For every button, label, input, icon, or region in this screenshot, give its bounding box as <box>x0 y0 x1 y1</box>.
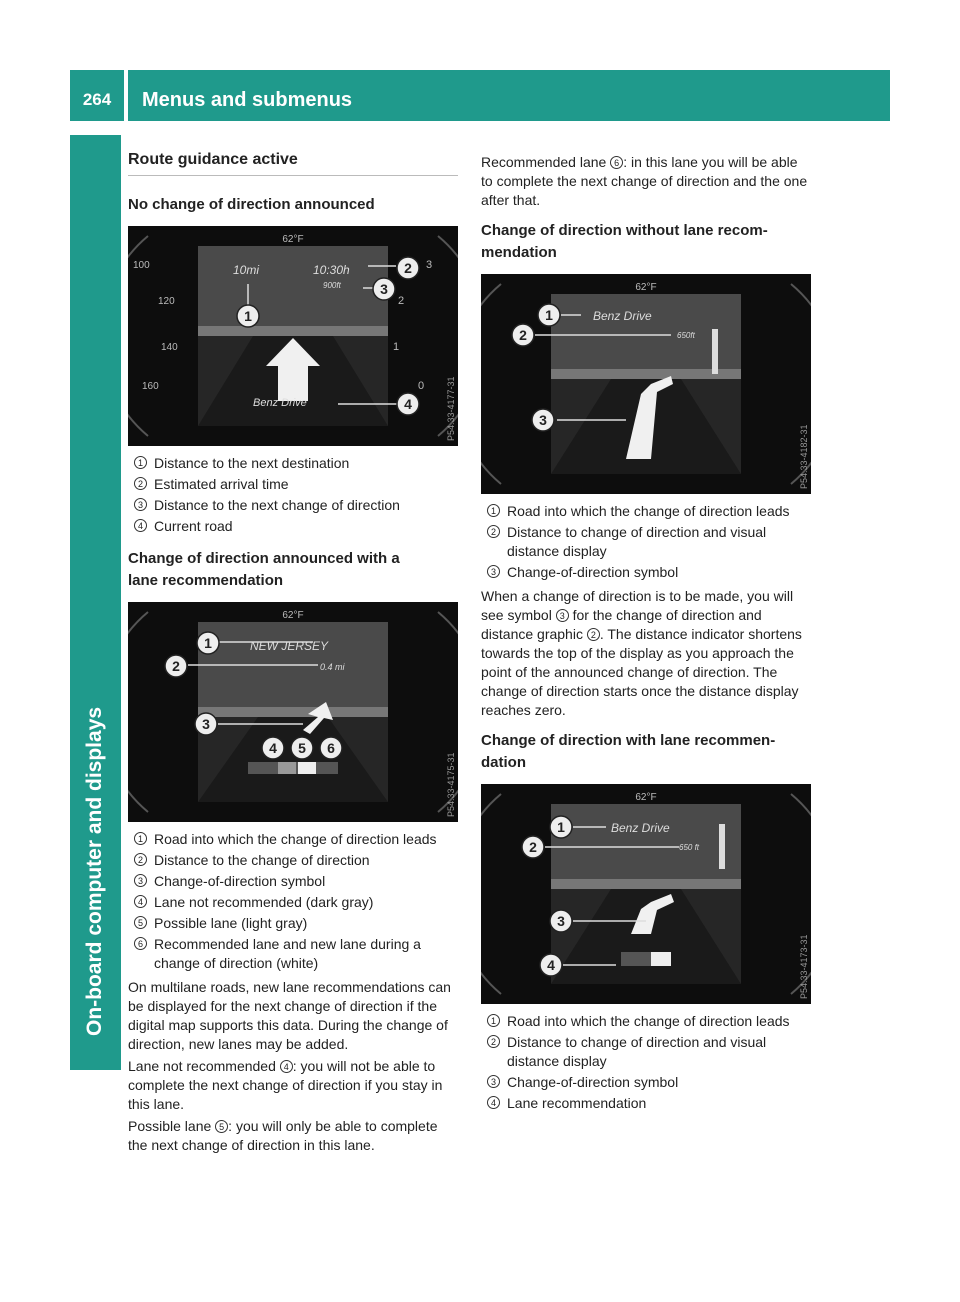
callout-3 <box>195 713 217 735</box>
callout-3 <box>550 910 572 932</box>
cluster4-road: Benz Drive <box>611 821 670 835</box>
cluster2-temp: 62°F <box>282 610 304 621</box>
svg-text:5: 5 <box>298 740 306 756</box>
cluster3-ref: P54.33-4182-31 <box>799 424 809 489</box>
callout-2 <box>522 836 544 858</box>
legend-item: 1 Distance to the next destination <box>128 454 458 473</box>
paragraph-possible-lane: Possible lane 5 : you will only be able to complete the next change of direction in this lane. <box>128 1118 438 1153</box>
cluster1-subdistance: 900ft <box>323 281 341 290</box>
svg-text:4: 4 <box>404 396 412 412</box>
legend-item: 4 Current road <box>128 517 458 536</box>
cluster1-road: Benz Drive <box>253 397 307 409</box>
legend-item: 2 Distance to the change of direction <box>128 851 458 870</box>
left-column <box>128 150 458 1155</box>
cluster4-ref: P54.33-4173-31 <box>799 934 809 999</box>
legend-item: 5 Possible lane (light gray) <box>128 914 458 933</box>
cluster-image-lane-rec-2 <box>481 784 811 1004</box>
section-title: Route guidance active <box>128 150 458 176</box>
paragraph-lane-not-recommended: Lane not recommended 4 : you will not be able to complete the next change of direction if you stay in this lane. <box>128 1058 443 1112</box>
callout-2 <box>397 257 419 279</box>
side-tab-label-wrap <box>83 150 107 1060</box>
cluster1-distance: 10mi <box>233 263 260 277</box>
cluster4-distance: 650 ft <box>679 843 700 852</box>
cluster1-scale-0: 0 <box>418 380 425 392</box>
legend-item: 2 Estimated arrival time <box>128 475 458 494</box>
callout-6 <box>320 737 342 759</box>
callout-4 <box>397 393 419 415</box>
paragraph-multilane: On multilane roads, new lane recommendations can be displayed for the next change of direction if the digital map supports this data. During the change of direction, new lanes may be added. <box>128 979 451 1052</box>
legend-item: 2 Distance to change of direction and visual distance display <box>481 1033 811 1071</box>
svg-text:2: 2 <box>519 327 527 343</box>
svg-text:3: 3 <box>202 716 210 732</box>
cluster1-scale-160: 160 <box>142 381 159 392</box>
cluster3-road: Benz Drive <box>593 309 652 323</box>
cluster-image-lane-rec <box>128 602 458 822</box>
cluster1-scale-1: 1 <box>393 341 400 353</box>
cluster1-scale-100: 100 <box>133 260 150 271</box>
paragraph-change-of-direction: When a change of direction is to be made, you will see symbol 3 for the change of direction and distance graphic 2 . The distance indicator shortens towards the top of the display as you approach the point of the announced change of direction. The change of direction starts once the distance display reaches zero. <box>481 588 802 718</box>
legend-item: 3 Distance to the next change of direction <box>128 496 458 515</box>
callout-4 <box>540 954 562 976</box>
legend-item: 1 Road into which the change of direction leads <box>128 830 458 849</box>
svg-text:3: 3 <box>539 412 547 428</box>
chapter-title: Menus and submenus <box>142 89 353 111</box>
sub-heading-lane-rec-2: Change of direction with lane recommen- dation <box>481 732 776 771</box>
legend-item: 6 Recommended lane and new lane during a change of direction (white) <box>128 935 458 973</box>
legend-list-1 <box>128 454 458 536</box>
cluster4-temp: 62°F <box>635 792 657 803</box>
svg-text:2: 2 <box>172 658 180 674</box>
callout-5 <box>291 737 313 759</box>
legend-item: 3 Change-of-direction symbol <box>128 872 458 891</box>
cluster2-ref: P54.33-4175-31 <box>446 752 456 817</box>
legend-item: 2 Distance to change of direction and visual distance display <box>481 523 811 561</box>
cluster3-temp: 62°F <box>635 282 657 293</box>
cluster-image-no-lane-rec <box>481 274 811 494</box>
header-divider <box>124 70 128 121</box>
cluster1-time: 10:30h <box>313 263 350 277</box>
svg-text:1: 1 <box>204 635 212 651</box>
svg-text:1: 1 <box>244 308 252 324</box>
cluster1-scale-3: 3 <box>426 259 433 271</box>
legend-list-4 <box>481 1012 811 1113</box>
callout-3 <box>532 409 554 431</box>
svg-text:1: 1 <box>557 819 565 835</box>
cluster2-distance: 0.4 mi <box>320 662 345 672</box>
side-tab-label: On-board computer and displays <box>83 706 106 1036</box>
sub-heading-no-lane-rec: Change of direction without lane recom- mendation <box>481 222 768 261</box>
right-column <box>481 153 811 1113</box>
svg-text:2: 2 <box>529 839 537 855</box>
callout-1 <box>550 816 572 838</box>
legend-item: 1 Road into which the change of direction leads <box>481 502 811 521</box>
cluster1-scale-120: 120 <box>158 296 175 307</box>
legend-item: 3 Change-of-direction symbol <box>481 563 811 582</box>
svg-text:1: 1 <box>545 307 553 323</box>
cluster1-scale-2: 2 <box>398 295 405 307</box>
svg-text:4: 4 <box>269 740 277 756</box>
callout-1 <box>197 632 219 654</box>
sub-heading-lane-rec-1: Change of direction announced with a lane recommendation <box>128 550 400 589</box>
legend-item: 3 Change-of-direction symbol <box>481 1073 811 1092</box>
callout-1 <box>237 305 259 327</box>
legend-item: 1 Road into which the change of direction leads <box>481 1012 811 1031</box>
cluster3-distance: 650ft <box>677 331 695 340</box>
cluster1-scale-140: 140 <box>161 342 178 353</box>
svg-text:3: 3 <box>380 281 388 297</box>
cluster2-road: NEW JERSEY <box>250 639 329 653</box>
legend-item: 4 Lane not recommended (dark gray) <box>128 893 458 912</box>
svg-text:3: 3 <box>557 913 565 929</box>
legend-item: 4 Lane recommendation <box>481 1094 811 1113</box>
callout-1 <box>538 304 560 326</box>
legend-list-2 <box>128 830 458 973</box>
cluster1-temp: 62°F <box>282 234 304 245</box>
callout-2 <box>512 324 534 346</box>
cluster1-ref: P54.33-4177-31 <box>446 376 456 441</box>
legend-list-3 <box>481 502 811 582</box>
callout-4 <box>262 737 284 759</box>
sub-heading-no-change: No change of direction announced <box>128 196 375 213</box>
paragraph-recommended-lane: Recommended lane 6 : in this lane you will be able to complete the next change of direction and the one after that. <box>481 154 808 208</box>
svg-text:6: 6 <box>327 740 335 756</box>
callout-3 <box>373 278 395 300</box>
cluster-image-no-change <box>128 226 458 446</box>
callout-2 <box>165 655 187 677</box>
svg-text:4: 4 <box>547 957 555 973</box>
svg-text:2: 2 <box>404 260 412 276</box>
page-number: 264 <box>82 90 112 109</box>
